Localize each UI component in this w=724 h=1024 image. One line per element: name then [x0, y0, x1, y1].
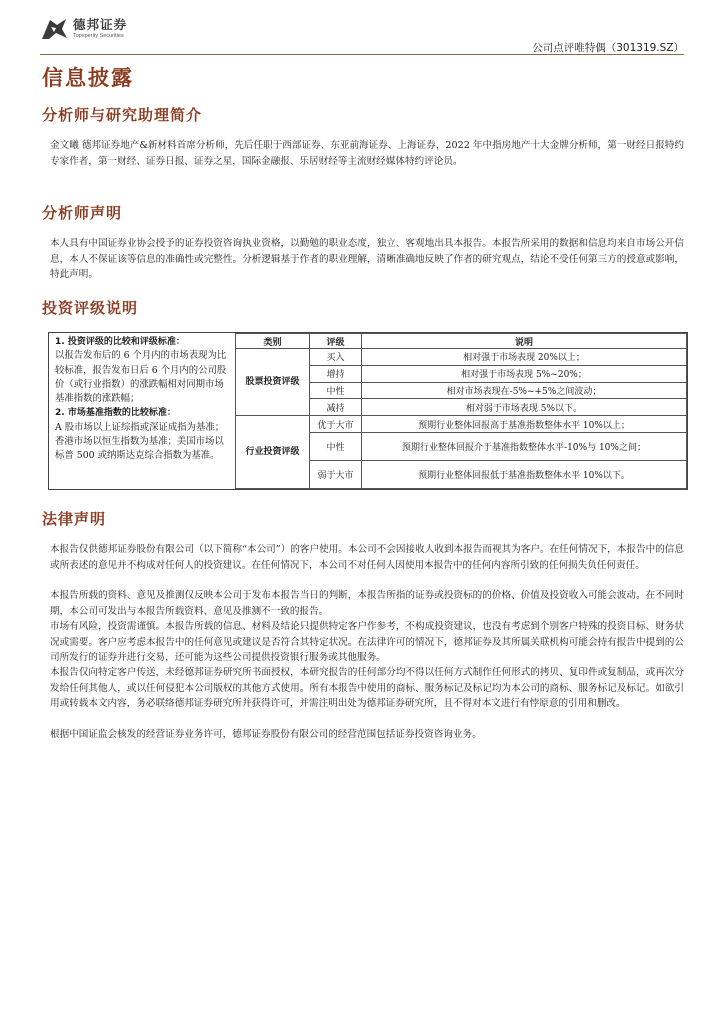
rating-criteria: [49, 333, 233, 489]
rating-level: 弱于大市: [310, 461, 362, 489]
rating-criteria-title-2: 2. 市场基准指数的比较标准：: [55, 408, 176, 419]
rating-level: 优于大市: [310, 416, 362, 433]
table-header-row: [236, 334, 687, 349]
rating-desc: 相对强于市场表现 5%~20%；: [362, 365, 687, 382]
rating-criteria-text-2: A 股市场以上证综指或深证成指为基准；香港市场以恒生指数为基准；美国市场以标普 500 或纳斯达克综合指数为基准。: [55, 421, 225, 462]
rating-level: 中性: [310, 433, 362, 461]
section-heading-analyst-statement: 分析师声明: [42, 204, 123, 222]
rating-level: 增持: [310, 365, 362, 382]
section-heading-analyst-intro: 分析师与研究助理简介: [42, 106, 203, 124]
header-category: 类别: [236, 334, 310, 349]
rating-desc: 相对弱于市场表现 5%以下。: [362, 399, 687, 416]
legal-paragraph-1: 本报告仅供德邦证券股份有限公司（以下简称“本公司”）的客户使用。本公司不会因接收人收到本报告而视其为客户。在任何情况下，本报告中的信息或所表述的意见并不构成对任何人的投资建议。在任何情况下，本公司不对任何人因使用本报告中的任何内容所引致的任何损失负任何责任。: [50, 544, 684, 571]
table-row: [236, 416, 687, 433]
rating-desc: 预期行业整体回报低于基准指数整体水平 10%以下。: [362, 461, 687, 489]
legal-paragraph-5: 根据中国证监会核发的经营证券业务许可，德邦证券股份有限公司的经营范围包括证券投资咨询业务。: [50, 729, 482, 740]
table-row: [236, 349, 687, 366]
header-divider: [40, 54, 684, 55]
legal-paragraph-2: 本报告所载的资料、意见及推测仅反映本公司于发布本报告当日的判断，本报告所指的证券或投资标的的价格、价值及投资收入可能会波动。在不同时期，本公司可发出与本报告所载资料、意见及推测不一致的报告。: [50, 590, 684, 617]
page-title: 信息披露: [42, 66, 134, 90]
rating-criteria-title-1: 1. 投资评级的比较和评级标准：: [55, 337, 185, 347]
rating-criteria-text-1: 以报告发布后的 6 个月内的市场表现为比较标准，报告发布日后 6 个月内的公司股价（或行业指数）的涨跌幅相对同期市场基准指数的涨跌幅；: [55, 350, 227, 405]
rating-level: 买入: [310, 349, 362, 366]
legal-paragraph-3: 市场有风险，投资需谨慎。本报告所载的信息、材料及结论只提供特定客户作参考，不构成投资建议，也没有考虑到个别客户特殊的投资目标、财务状况或需要。客户应考虑本报告中的任何意见或建议是否符合其特定状况。在法律许可的情况下，德邦证券及其所属关联机构可能会持有报告中提到的公司所发行的证券并进行交易，还可能为这些公司提供投资银行服务或其他服务。: [50, 621, 684, 663]
stock-category: 股票投资评级: [236, 349, 310, 416]
rating-desc: 预期行业整体回报介于基准指数整体水平-10%与 10%之间；: [362, 433, 687, 461]
section-heading-rating: 投资评级说明: [42, 299, 139, 317]
rating-level: 减持: [310, 399, 362, 416]
rating-desc: 相对强于市场表现 20%以上；: [362, 349, 687, 366]
logo-name-en: Topsperity Securities: [73, 33, 124, 39]
header-level: 评级: [310, 334, 362, 349]
rating-level: 中性: [310, 382, 362, 399]
rating-table: [235, 333, 687, 489]
analyst-statement-text: 本人具有中国证券业协会授予的证券投资咨询执业资格，以勤勉的职业态度，独立、客观地出具本报告。本报告所采用的数据和信息均来自市场公开信息，本人不保证该等信息的准确性或完整性。分析逻辑基于作者的职业理解，清晰准确地反映了作者的研究观点，结论不受任何第三方的授意或影响，特此声明。: [50, 238, 684, 280]
logo-name-cn: 德邦证券: [73, 17, 128, 32]
logo-icon: [40, 15, 68, 43]
rating-desc: 相对市场表现在-5%~+5%之间波动；: [362, 382, 687, 399]
report-label: 公司点评唯特偶（301319.SZ）: [532, 42, 684, 54]
rating-box: [48, 332, 688, 490]
analyst-intro-text: 金文曦 德邦证券地产&新材料首席分析师，先后任职于西部证券、东亚前海证券、上海证券，2022 年中指房地产十大金牌分析师，第一财经日报特约专家作者，第一财经、证券日报、证券之星，国际金融报、乐居财经等主流财经媒体特约评论员。: [50, 140, 684, 167]
legal-paragraph-4: 本报告仅向特定客户传送，未经德邦证券研究所书面授权，本研究报告的任何部分均不得以任何方式制作任何形式的拷贝、复印件或复制品，或再次分发给任何其他人，或以任何侵犯本公司版权的其他方式使用。所有本报告中使用的商标、服务标记及标记均为本公司的商标、服务标记及标记。如欲引用或转载本文内容，务必联络德邦证券研究所并获得许可，并需注明出处为德邦证券研究所，且不得对本文进行有悖原意的引用和删改。: [50, 667, 684, 709]
industry-category: 行业投资评级: [236, 416, 310, 489]
section-heading-legal: 法律声明: [42, 510, 107, 528]
rating-desc: 预期行业整体回报高于基准指数整体水平 10%以上；: [362, 416, 687, 433]
page-header: [0, 0, 724, 56]
header-desc: 说明: [362, 334, 687, 349]
company-logo: [40, 14, 160, 44]
